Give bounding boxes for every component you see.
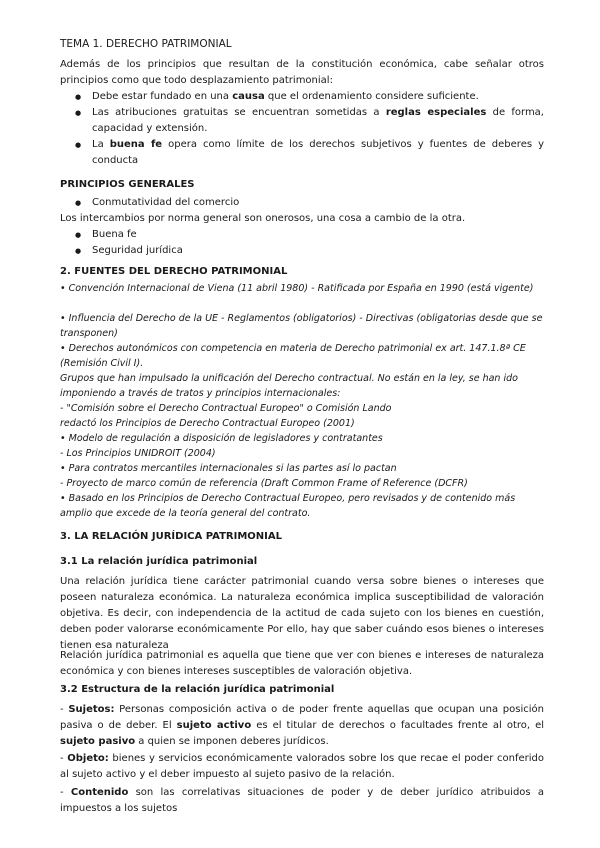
list-item: ● Debe estar fundado en una causa que el ordenamiento considere suficiente. [92, 89, 544, 105]
list-item: • Para contratos mercantiles internacionales si las partes así lo pactan [60, 463, 397, 474]
section-heading: 2. FUENTES DEL DERECHO PATRIMONIAL [60, 266, 288, 277]
section-heading: PRINCIPIOS GENERALES [60, 179, 195, 190]
list-item: ● Las atribuciones gratuitas se encuentran sometidas a reglas especiales de forma, capacidad y extensión. [92, 105, 544, 137]
list-item: • Modelo de regulación a disposición de legisladores y contratantes [60, 433, 383, 444]
list-item: • Convención Internacional de Viena (11 abril 1980) - Ratificada por España en 1990 (está vigente) [60, 283, 534, 294]
paragraph: Grupos que han impulsado la unificación del Derecho contractual. No están en la ley, se han ido imponiendo a través de tratos y principios internacionales: [60, 373, 518, 399]
list-item: - "Comisión sobre el Derecho Contractual Europeo" o Comisión Lando [60, 403, 392, 414]
list-item: ● Seguridad jurídica [92, 243, 544, 259]
list-item: ● La buena fe opera como límite de los derechos subjetivos y fuentes de deberes y conducta [92, 137, 544, 169]
list-item: - Los Principios UNIDROIT (2004) [60, 448, 216, 459]
list-item: - Proyecto de marco común de referencia (Draft Common Frame of Reference (DCFR) [60, 478, 468, 489]
section-heading: 3. LA RELACIÓN JURÍDICA PATRIMONIAL [60, 531, 282, 542]
list-item: ● Buena fe [92, 227, 544, 243]
list-item: redactó los Principios de Derecho Contractual Europeo (2001) [60, 418, 355, 429]
subsection-heading: 3.2 Estructura de la relación jurídica patrimonial [60, 684, 335, 695]
paragraph: Una relación jurídica tiene carácter patrimonial cuando versa sobre bienes o intereses que poseen naturaleza económica. La naturaleza económica implica susceptibilidad de valoración objetiva. Es decir, con independencia de la actitud de cada sujeto con los bienes en cuestión, deben poder valorarse económicamente Por ello, hay que saber cuándo esos bienes o intereses tienen esa naturaleza [60, 576, 544, 651]
list-item: ● Conmutatividad del comercio [92, 195, 544, 211]
page-title: TEMA 1. DERECHO PATRIMONIAL [60, 38, 232, 50]
list-item: • Derechos autonómicos con competencia en materia de Derecho patrimonial ex art. 147.1.8ª CE (Remisión Civil I). [60, 343, 526, 369]
objeto-paragraph: - Objeto: bienes y servicios económicamente valorados sobre los que recae el poder conferido al sujeto activo y el deber impuesto al sujeto pasivo de la relación. [60, 753, 544, 780]
list-item: • Influencia del Derecho de la UE - Reglamentos (obligatorios) - Directivas (obligatorias desde que se transponen) [60, 313, 543, 339]
list-item: • Basado en los Principios de Derecho Contractual Europeo, pero revisados y de contenido más amplio que excede de la teoría general del contrato. [60, 493, 516, 519]
paragraph: Los intercambios por norma general son onerosos, una cosa a cambio de la otra. [60, 213, 466, 224]
paragraph: Relación jurídica patrimonial es aquella que tiene que ver con bienes e intereses de naturaleza económica y con bienes intereses susceptibles de valoración objetiva. [60, 650, 544, 677]
sujetos-paragraph: - Sujetos: Personas composición activa o de poder frente aquellas que ocupan una posición pasiva o de deber. El sujeto activo es el titular de derechos o facultades frente al otro, el sujeto pasivo a quien se imponen deberes jurídicos. [60, 704, 545, 747]
intro-paragraph: Además de los principios que resultan de la constitución económica, cabe señalar otros principios como que todo desplazamiento patrimonial: [60, 59, 544, 86]
contenido-paragraph: - Contenido son las correlativas situaciones de poder y de deber jurídico atribuidos a impuestos a los sujetos [60, 787, 544, 814]
subsection-heading: 3.1 La relación jurídica patrimonial [60, 556, 258, 567]
